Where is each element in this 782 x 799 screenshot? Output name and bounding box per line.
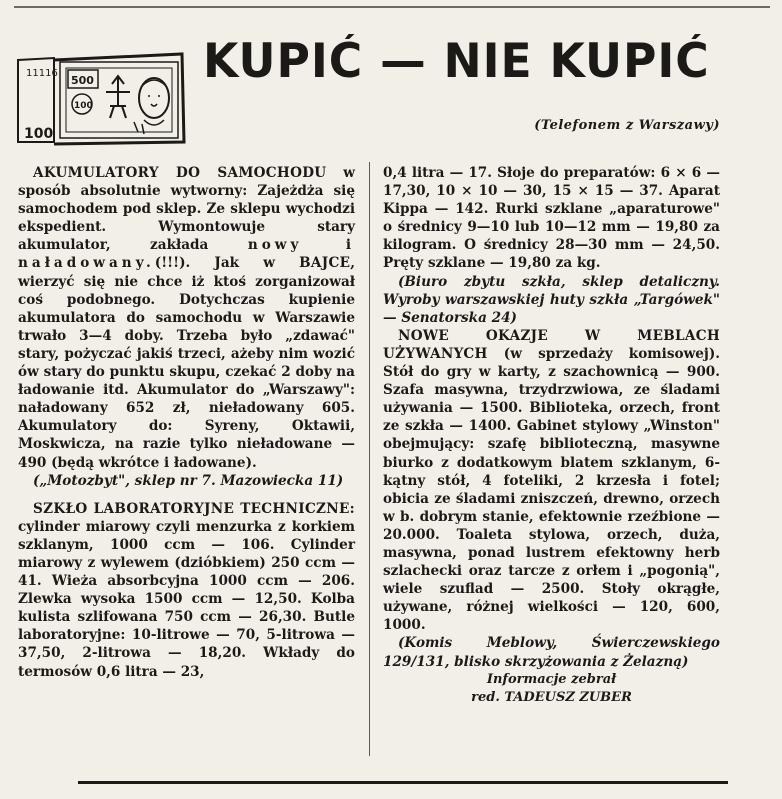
furniture-text: (w sprzedaży komisowej). Stół do gry w karty, z szachownicą — 900. Szafa masywna, trzydrzwiowa, ze śladami używania — 1500. Biblioteka, orzech, front ze szkła — 1400. Gabinet stylowy „Winston" obejmujący: szafę biblioteczną, masywne biurko z dodatkowym blatem szklanym, 6-kątny stół, 4 foteliki, 2 krzesła i fotel; obicia ze śladami zniszczeń, drewno, orzech w b. dobrym stanie, efektownie rzeźbione — 20.000. Toaleta stylowa, orzech, duża, masywna, ponad lustrem efektowny herb szlachecki oraz tarcze z orłem i „pogonią", wiele szuflad — 2500. Stoły okrągłe, używane, różnej wielkości — 120, 600, 1000.	[383, 345, 720, 634]
batteries-text-1: w sposób absolutnie wytworny: Zajeżdża się samochodem pod sklep. Ze sklepu wychodzi ekspedient. Wymontowuje stary akumulator, zakłada	[18, 165, 355, 254]
column-right	[383, 164, 720, 707]
bottom-rule	[78, 781, 728, 784]
article-batteries	[18, 164, 355, 472]
signature-line-1: Informacje zebrał	[486, 671, 617, 687]
lab-glass-heading: SZKŁO LABORATORYJNE TECHNICZNE:	[33, 500, 355, 517]
batteries-spaced-phrase: nowy i naładowany.	[18, 237, 355, 272]
banknote-price-tag: 100	[24, 126, 54, 142]
batteries-shop-name: BAJCE	[299, 255, 351, 272]
article-lab-glass	[18, 500, 355, 681]
article-furniture	[383, 327, 720, 635]
column-divider	[369, 162, 370, 756]
lab-glass-text: cylinder miarowy czyli menzurka z korkiem szklanym, 1000 ccm — 106. Cylinder miarowy z wylewem (dzióbkiem) 250 ccm — 41. Wieża absorbcyjna 1000 ccm — 206. Zlewka wysoka 1500 ccm — 12,50. Kolba kulista szlifowana 750 ccm — 26,30. Butle laboratoryjne: 10-litrowe — 70, 5-litrowa — 37,50, 2-litrowa — 18,20. Wkłady do termosów 0,6 litra — 23,	[18, 518, 355, 680]
banknote-stamp-value: 500	[71, 74, 94, 87]
byline: (Telefonem z Warszawy)	[534, 118, 720, 133]
batteries-source: („Motozbyt", sklep nr 7. Mazowiecka 11)	[33, 472, 344, 489]
lab-glass-source: (Biuro zbytu szkła, sklep detaliczny. Wyroby warszawskiej huty szkła „Targówek" — Senatorska 24)	[383, 273, 720, 326]
headline: KUPIĆ — NIE KUPIĆ	[203, 34, 710, 89]
furniture-heading: NOWE OKAZJE W MEBLACH UŻYWANYCH	[383, 327, 720, 362]
batteries-heading: AKUMULATORY DO SAMOCHODU	[33, 165, 327, 181]
banknote-serial: 11116	[26, 68, 58, 79]
banknote-coin-value: 100	[74, 101, 93, 111]
batteries-text-2: (!!!). Jak w	[154, 255, 300, 272]
batteries-text-3: , wierzyć się nie chce iż ktoś zorganizował coś podobnego. Dotychczas kupienie akumulatora do samochodu w Warszawie trwało 3—4 doby. Trzeba było „zdawać" stary, pożyczać jakiś trzeci, ażeby nim wozić ów stary do punktu skupu, czekać 2 doby na ładowanie itd. Akumulator do „Warszawy": naładowany 652 zł, nieładowany 605. Akumulatory do: Syreny, Oktawii, Moskwicza, na razie tylko nieładowane — 490 (będą wkrótce i ładowane).	[18, 255, 355, 471]
furniture-source: (Komis Meblowy, Świerczewskiego 129/131, blisko skrzyżowania z Żelazną)	[383, 635, 720, 670]
banknote-illustration	[14, 46, 188, 150]
column-left	[18, 164, 355, 681]
lab-glass-continued: 0,4 litra — 17. Słoje do preparatów: 6 × 6 — 17,30, 10 × 10 — 30, 15 × 15 — 37. Aparat Kippa — 142. Rurki szklane „aparaturowe" o średnicy 9—10 lub 10—12 mm — 19,80 za kilogram. O średnicy 28—30 mm — 24,50. Pręty szklane — 19,80 za kg.	[383, 165, 720, 272]
top-rule	[14, 6, 770, 8]
signature-line-2: red. TADEUSZ ZUBER	[471, 689, 632, 705]
